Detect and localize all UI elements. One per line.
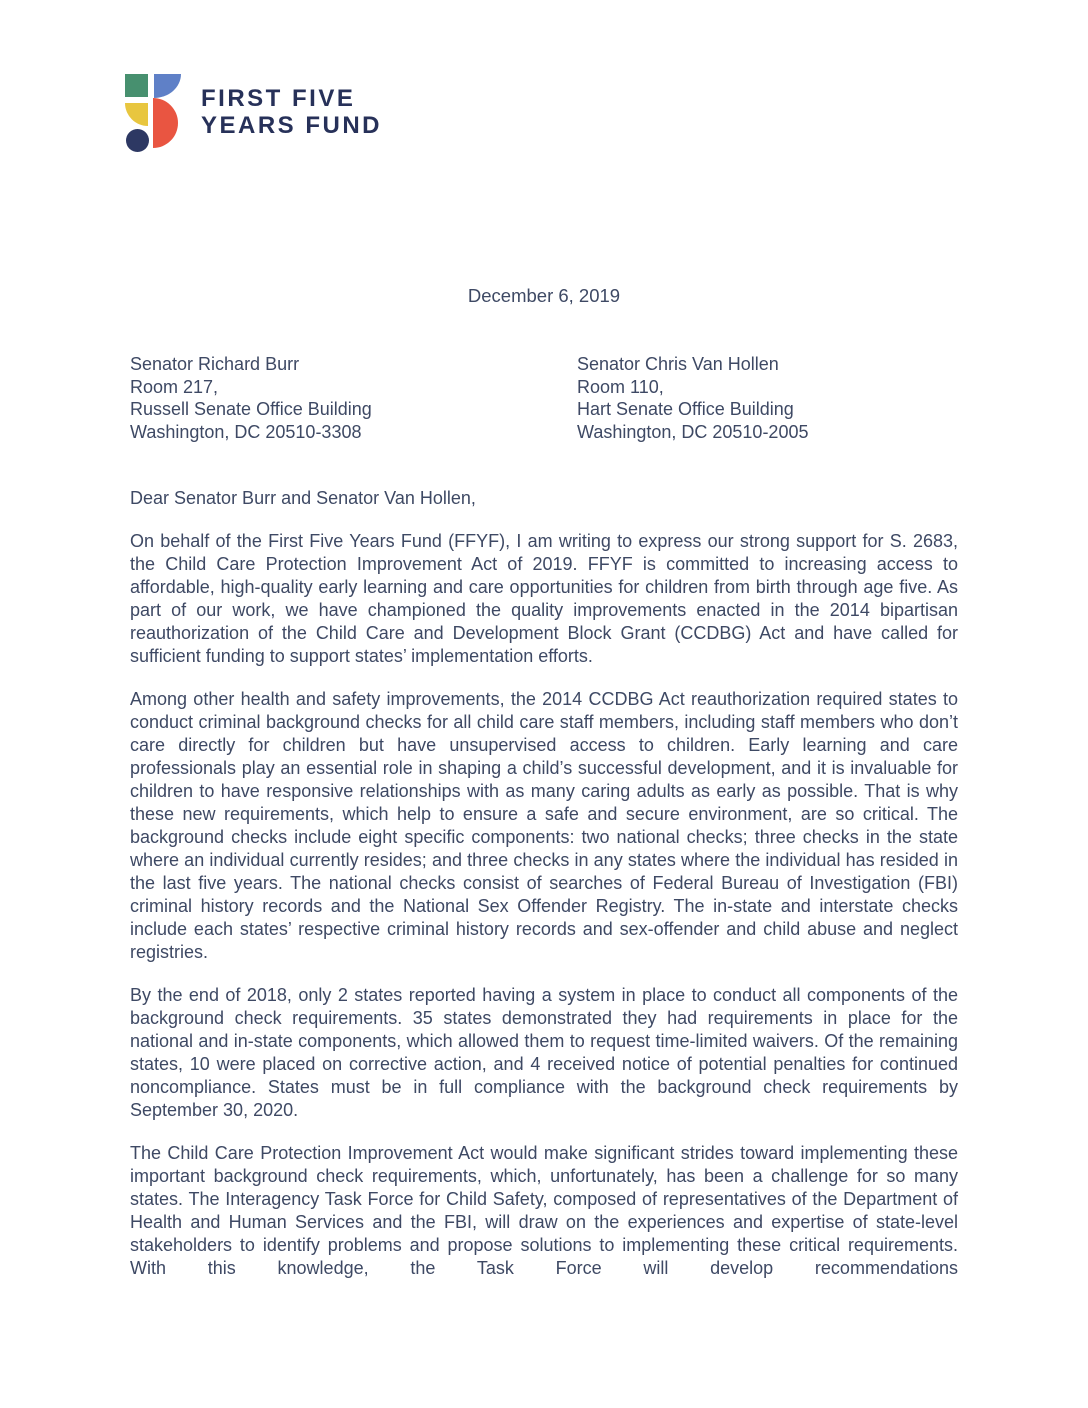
body-paragraph-4: The Child Care Protection Improvement Act would make significant strides toward implementing these important background check requirements, which, unfortunately, has been a challenge for so many states. The Interagency Task Force for Child Safety, composed of representatives of the Department of Health and Human Services and the FBI, will draw on the experiences and expertise of state-level stakeholders to identify problems and propose solutions to implementing these critical requirements. With this knowledge, the Task Force will develop recommendations bbox=[130, 1143, 958, 1278]
logo-green-square-icon bbox=[125, 74, 148, 97]
logo-yellow-quarter-icon bbox=[125, 103, 148, 126]
logo-red-semicircle-icon bbox=[153, 98, 178, 148]
wordmark-line-1: FIRST FIVE bbox=[201, 85, 356, 112]
body-paragraph-3: By the end of 2018, only 2 states reported having a system in place to conduct all components of the background check requirements. 35 states demonstrated they had requirements in place for the national and in-state components, which allowed them to request time-limited waivers. Of the remaining states, 10 were placed on corrective action, and 4 received notice of potential penalties for continued noncompliance. States must be in full compliance with the background check requirements by September 30, 2020. bbox=[130, 985, 958, 1120]
salutation: Dear Senator Burr and Senator Van Hollen, bbox=[130, 488, 476, 508]
address-line: Russell Senate Office Building bbox=[130, 399, 372, 419]
address-line: Washington, DC 20510-3308 bbox=[130, 421, 362, 442]
logo-navy-circle-icon bbox=[126, 129, 149, 152]
letter-date: December 6, 2019 bbox=[467, 285, 621, 306]
address-line: Room 110, bbox=[577, 376, 664, 397]
body-paragraph-2: Among other health and safety improvements, the 2014 CCDBG Act reauthorization required states to conduct criminal background checks for all child care staff members, including staff members who don’t care directly for children but have unsupervised access to children. Early learning and care professionals play an essential role in shaping a child’s successful development, and it is invaluable for children to have responsive relationships with as many caring adults as early as possible. That is why these new requirements, which help to ensure a safe and secure environment, are so critical. The background checks include eight specific components: two national checks; three checks in the state where an individual currently resides; and three checks in any states where the individual has resided in the last five years. The national checks consist of searches of Federal Bureau of Investigation (FBI) criminal history records and the National Sex Offender Registry. The in-state and interstate checks include each states’ respective criminal history records and sex-offender and child abuse and neglect registries. bbox=[130, 689, 958, 962]
address-line: Washington, DC 20510-2005 bbox=[577, 421, 809, 442]
address-line: Room 217, bbox=[130, 376, 219, 397]
logo-blue-quarter-icon bbox=[154, 74, 181, 98]
address-line: Senator Richard Burr bbox=[130, 354, 300, 374]
body-paragraph-1: On behalf of the First Five Years Fund (FFYF), I am writing to express our strong support for S. 2683, the Child Care Protection Improvement Act of 2019. FFYF is committed to increasing access to affordable, high-quality early learning and care opportunities for children from birth through age five. As part of our work, we have championed the quality improvements enacted in the 2014 bipartisan reauthorization of the Child Care and Development Block Grant (CCDBG) Act and have called for sufficient funding to support states’ implementation efforts. bbox=[130, 531, 958, 666]
recipient-addresses bbox=[130, 353, 958, 443]
recipient-address-van-hollen bbox=[577, 353, 958, 443]
ffyf-logo-mark-icon bbox=[125, 74, 182, 153]
letter-body bbox=[130, 487, 958, 1280]
wordmark-line-2: YEARS FUND bbox=[201, 112, 383, 139]
ffyf-logo bbox=[125, 74, 382, 153]
address-line: Senator Chris Van Hollen bbox=[577, 354, 779, 374]
address-line: Hart Senate Office Building bbox=[577, 399, 794, 419]
recipient-address-burr bbox=[130, 353, 577, 443]
ffyf-wordmark bbox=[201, 85, 382, 139]
